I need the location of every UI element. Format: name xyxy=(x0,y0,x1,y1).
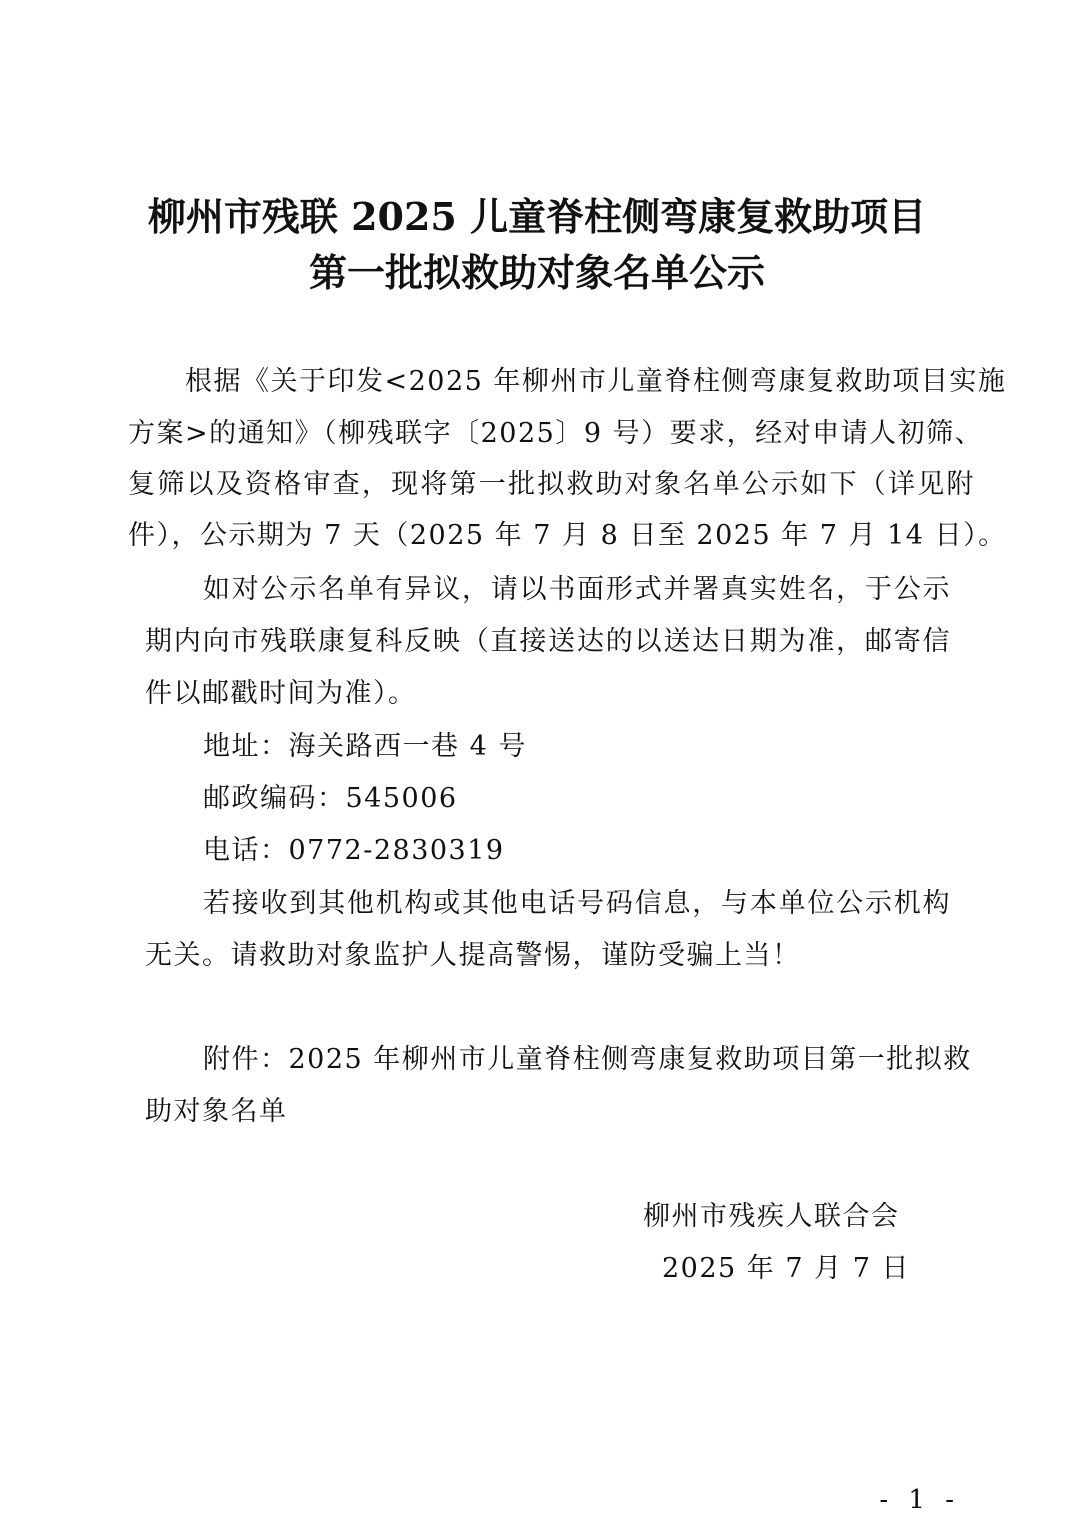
paragraph-2-line-3: 件以邮戳时间为准）。 xyxy=(145,678,417,709)
attachment-line-1: 附件：2025 年柳州市儿童脊柱侧弯康复救助项目第一批拟救 xyxy=(203,1044,972,1075)
paragraph-2-line-2: 期内向市残联康复科反映（直接送达的以送达日期为准，邮寄信 xyxy=(145,626,951,657)
postcode-line: 邮政编码：545006 xyxy=(203,783,458,814)
phone-line: 电话：0772-2830319 xyxy=(203,835,505,866)
paragraph-1-line-4: 件），公示期为 7 天（2025 年 7 月 8 日至 2025 年 7 月 14 日）。 xyxy=(128,520,1007,551)
paragraph-1-line-1: 根据《关于印发<2025 年柳州市儿童脊柱侧弯康复救助项目实施 xyxy=(185,366,1007,397)
signature-date: 2025 年 7 月 7 日 xyxy=(662,1253,910,1284)
document-title-line-1: 柳州市残联 2025 儿童脊柱侧弯康复救助项目 xyxy=(147,194,927,239)
paragraph-3-line-2: 无关。请救助对象监护人提高警惕，谨防受骗上当！ xyxy=(145,940,801,971)
signature-organization: 柳州市残疾人联合会 xyxy=(643,1201,900,1232)
paragraph-2-line-1: 如对公示名单有异议，请以书面形式并署真实姓名，于公示 xyxy=(203,574,951,605)
address-line: 地址：海关路西一巷 4 号 xyxy=(203,731,527,762)
paragraph-1-line-2: 方案>的通知》（柳残联字〔2025〕9 号）要求，经对申请人初筛、 xyxy=(128,418,984,449)
document-title-line-2: 第一批拟救助对象名单公示 xyxy=(308,250,765,295)
paragraph-3-line-1: 若接收到其他机构或其他电话号码信息，与本单位公示机构 xyxy=(203,888,951,919)
attachment-line-2: 助对象名单 xyxy=(145,1096,288,1127)
page-number: - 1 - xyxy=(879,1485,960,1515)
paragraph-1-line-3: 复筛以及资格审查，现将第一批拟救助对象名单公示如下（详见附 xyxy=(128,469,975,500)
